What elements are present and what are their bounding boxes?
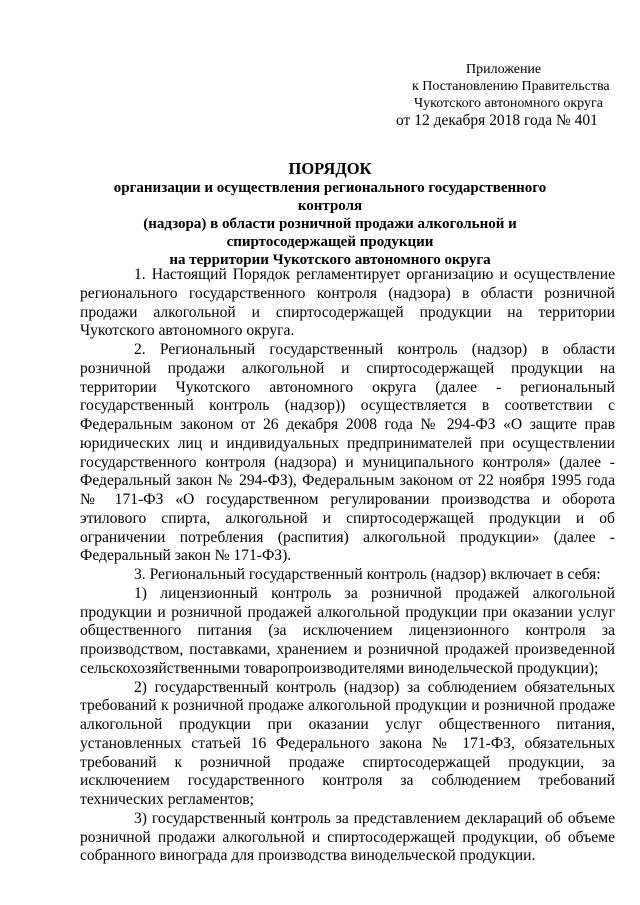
paragraph-3-item-2: 2) государственный контроль (надзор) за соблюдением обязательных требований к розничной продаже алкогольной продукции и розничной продаже алкогольной продукции при оказании услуг общественного питания, установленных статьей 16 Федерального закона № 171-ФЗ, обязательных требований к розничной продаже спиртосодержащей продукции, за исключением государственного контроля за соблюдением требований технических регламентов; <box>80 678 615 808</box>
paragraph-2: 2. Региональный государственный контроль (надзор) в области розничной продажи алкогольной и спиртосодержащей продукции на территории Чукотского автономного округа (далее - региональный государственный контроль (надзор)) осуществляется в соответствии с Федеральным законом от 26 декабря 2008 года № 294-ФЗ «О защите прав юридических лиц и индивидуальных предпринимателей при осуществлении государственного контроля (надзора) и муниципального контроля» (далее - Федеральный закон № 294-ФЗ), Федеральным законом от 22 ноября 1995 года № 171-ФЗ «О государственном регулировании производства и оборота этилового спирта, алкогольной и спиртосодержащей продукции и об ограничении потребления (распития) алкогольной продукции» (далее - Федеральный закон № 171-ФЗ). <box>80 341 615 565</box>
title-line-2: (надзора) в области розничной продажи алкогольной и <box>143 216 517 232</box>
title-line-4: на территории Чукотского автономного округа <box>169 252 491 268</box>
title-line-1: организации и осуществления регионального государственного контроля <box>113 180 547 214</box>
document-body <box>80 266 615 866</box>
paragraph-3-item-1: 1) лицензионный контроль за розничной продажей алкогольной продукции и розничной продажей алкогольной продукции при оказании услуг общественного питания (за исключением лицензионного контроля за производством, поставками, хранением и розничной продажей произведенной сельскохозяйственными товаропроизводителями винодельческой продукции); <box>80 584 615 677</box>
appendix-label: Приложение <box>466 62 542 77</box>
paragraph-3: 3. Региональный государственный контроль (надзор) включает в себя: <box>134 566 601 583</box>
appendix-date-number: от 12 декабря 2018 года № 401 <box>396 112 598 129</box>
document-title <box>80 159 580 269</box>
title-line-3: спиртосодержащей продукции <box>226 234 434 250</box>
paragraph-3-item-3: 3) государственный контроль за представлением деклараций об объеме розничной продажи алкогольной и спиртосодержащей продукции, об объеме собранного винограда для производства винодельческой продукции. <box>80 809 615 865</box>
title-main: ПОРЯДОК <box>288 159 372 178</box>
paragraph-1: 1. Настоящий Порядок регламентирует организацию и осуществление регионального государственного контроля (надзора) в области розничной продажи алкогольной и спиртосодержащей продукции на территории Чукотского автономного округа. <box>80 266 615 340</box>
appendix-resolution: к Постановлению Правительства <box>412 79 610 94</box>
appendix-region: Чукотского автономного округа <box>414 96 603 111</box>
